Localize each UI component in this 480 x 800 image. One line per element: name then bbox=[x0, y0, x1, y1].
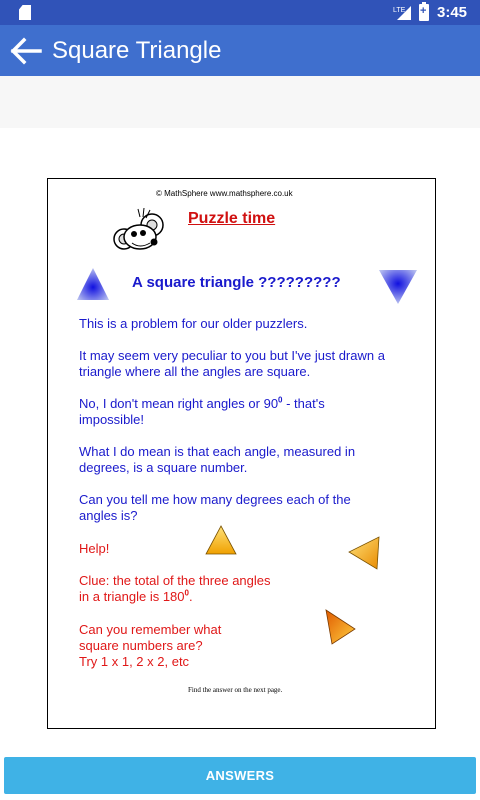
worksheet-copyright: © MathSphere www.mathsphere.co.uk bbox=[156, 189, 293, 198]
remember-text: Can you remember what square numbers are? Try 1 x 1, 2 x 2, etc bbox=[79, 622, 222, 669]
gray-band bbox=[0, 76, 480, 128]
svg-text:LTE: LTE bbox=[393, 7, 406, 14]
status-bar bbox=[0, 0, 480, 25]
battery-charging-icon: + bbox=[419, 4, 429, 21]
back-arrow-icon[interactable] bbox=[10, 37, 42, 65]
yellow-triangle-rotated-icon bbox=[348, 536, 380, 570]
paragraph-4: What I do mean is that each angle, measured in degrees, is a square number. bbox=[79, 444, 356, 475]
help-text: Help! bbox=[79, 541, 110, 556]
yellow-triangle-icon bbox=[205, 525, 237, 555]
clue-text: Clue: the total of the three angles in a triangle is $180^0$. bbox=[79, 573, 271, 604]
paragraph-2: It may seem very peculiar to you but I've just drawn a triangle where all the angles are square. bbox=[79, 348, 385, 379]
app-bar bbox=[0, 25, 480, 76]
blue-triangle-icon bbox=[76, 267, 110, 301]
puzzle-time-title: Puzzle time bbox=[188, 210, 276, 227]
paragraph-1: This is a problem for our older puzzlers. bbox=[79, 316, 308, 331]
orange-triangle-icon bbox=[324, 609, 356, 645]
paragraph-3: No, I don't mean right angles or $90^0$ - that's impossible! bbox=[79, 395, 325, 427]
page-title: Square Triangle bbox=[52, 37, 222, 64]
worksheet-footer: Find the answer on the next page. bbox=[188, 686, 283, 694]
paragraph-5: Can you tell me how many degrees each of the angles is? bbox=[79, 492, 351, 523]
inverted-blue-triangle-icon bbox=[378, 269, 418, 305]
puzzle-worksheet-image bbox=[47, 178, 436, 729]
answers-button[interactable]: ANSWERS bbox=[4, 757, 476, 794]
clock: 3:45 bbox=[437, 4, 468, 21]
lte-signal-icon bbox=[393, 5, 413, 21]
sd-card-icon bbox=[19, 5, 31, 20]
mouse-cartoon-icon bbox=[110, 207, 170, 257]
puzzle-heading: A square triangle ????????? bbox=[132, 274, 341, 291]
